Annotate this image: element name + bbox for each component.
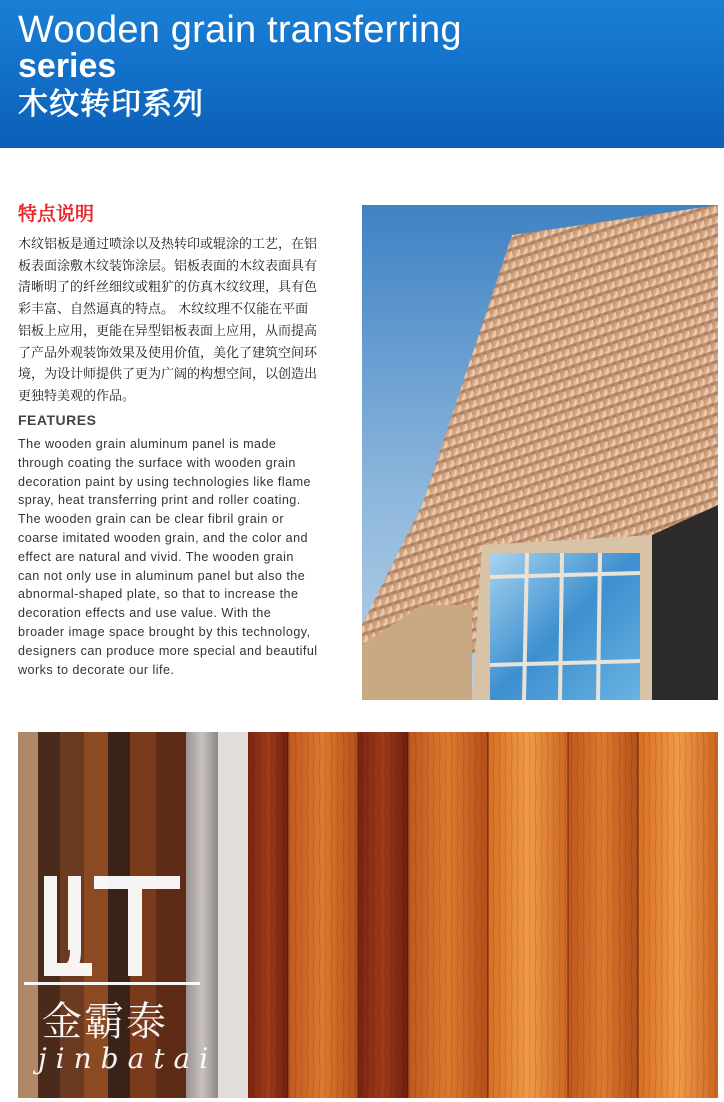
brand-name-cn: 金霸泰 <box>42 999 168 1045</box>
features-en-heading: FEATURES <box>18 412 97 428</box>
features-cn-heading: 特点说明 <box>18 203 95 225</box>
title-chinese: 木纹转印系列 <box>18 87 204 122</box>
features-en-body: The wooden grain aluminum panel is made through coating the surface with wooden grain decoration paint by using technologies like flame spray, heat transferring print and roller coating. The wooden grain can be clear fibril grain or coarse imitated wooden grain, and the color and effect are natural and vivid. The wooden grain can not only use in aluminum panel but also the abnormal-shaped plate, so that to increase the decoration effects and use value. With the broader image space brought by this technology, designers can produce more special and beautiful works to decorate our life. <box>18 437 318 677</box>
features-cn-body: 木纹铝板是通过喷涂以及热转印或辊涂的工艺，在铝板表面涂敷木纹装饰涂层。铝板表面的木纹表面具有清晰明了的纤丝细纹或粗犷的仿真木纹纹理，具有色彩丰富、自然逼真的特点。 木纹纹理不仅能在平面铝板上应用，更能在异型铝板表面上应用，从而提高了产品外观装饰效果及使用价值，美化了建筑空间环境，为设计师提供了更为广阔的构想空间，以创造出更独特美观的作品。 <box>18 237 318 404</box>
brand-name-en: jinbatai <box>38 1042 218 1075</box>
title-line-1: Wooden grain transferring <box>18 9 462 51</box>
building-facade-photo <box>362 205 718 700</box>
title-line-2: series <box>18 47 117 85</box>
header-banner <box>0 0 724 148</box>
